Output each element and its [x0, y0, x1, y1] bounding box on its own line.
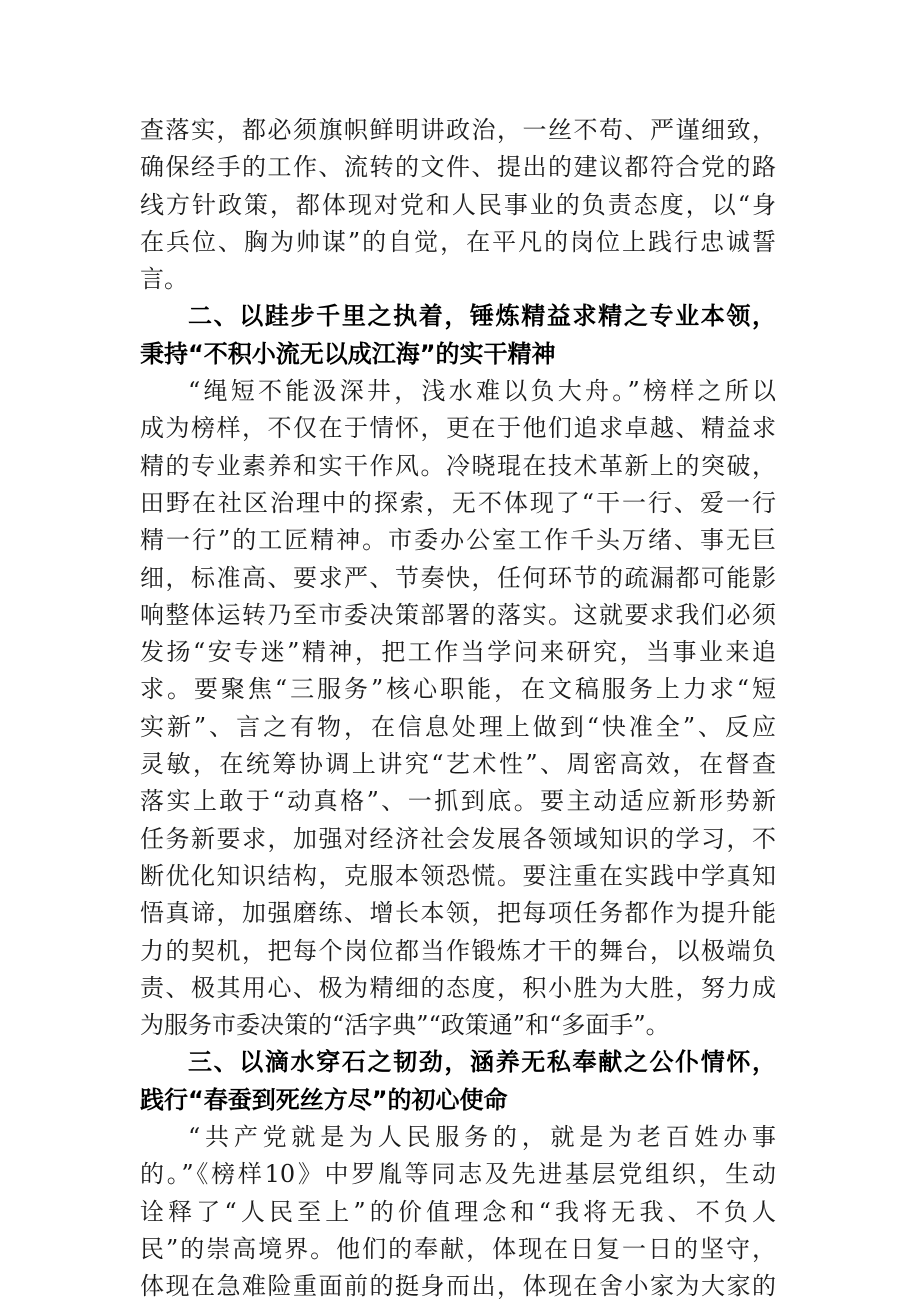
text-line: 为服务市委决策的“活字典”“政策通”和“多面手”。 — [140, 1011, 670, 1040]
text-line: 断优化知识结构，克服本领恐慌。要注重在实践中学真知 — [140, 861, 776, 890]
text-line: 任务新要求，加强对经济社会发展各领域知识的学习，不 — [140, 824, 776, 853]
text-line: 线方针政策，都体现对党和人民事业的负责态度，以“身 — [140, 190, 776, 219]
paragraph-3 — [140, 1119, 776, 1305]
text-line: 精的专业素养和实干作风。冷晓琨在技术革新上的突破， — [140, 451, 776, 480]
text-line: 在兵位、胸为帅谋”的自觉，在平凡的岗位上践行忠诚誓 — [140, 227, 776, 256]
paragraph-2 — [140, 373, 776, 1044]
text-line: 细，标准高、要求严、节奏快，任何环节的疏漏都可能影 — [140, 563, 776, 592]
text-line: 言。 — [140, 265, 188, 294]
heading-line: 秉持“不积小流无以成江海”的实干精神 — [140, 339, 556, 368]
section-heading-2 — [140, 298, 776, 373]
text-line: 实新”、言之有物，在信息处理上做到“快准全”、反应 — [140, 712, 776, 741]
heading-line: 三、以滴水穿石之韧劲，涵养无私奉献之公仆情怀， — [188, 1048, 776, 1077]
text-line: 响整体运转乃至市委决策部署的落实。这就要求我们必须 — [140, 600, 776, 629]
text-line: 田野在社区治理中的探索，无不体现了“干一行、爱一行 — [140, 488, 776, 517]
text-line: 悟真谛，加强磨练、增长本领，把每项任务都作为提升能 — [140, 899, 776, 928]
text-line: 责、极其用心、极为精细的态度，积小胜为大胜，努力成 — [140, 973, 776, 1002]
text-line: 落实上敢于“动真格”、一抓到底。要主动适应新形势新 — [140, 787, 776, 816]
text-line: 精一行”的工匠精神。市委办公室工作千头万绪、事无巨 — [140, 526, 776, 555]
text-line: 灵敏，在统筹协调上讲究“艺术性”、周密高效，在督查 — [140, 750, 776, 779]
heading-line: 二、以跬步千里之执着，锤炼精益求精之专业本领， — [188, 302, 776, 331]
text-line: 发扬“安专迷”精神，把工作当学问来研究，当事业来追 — [140, 638, 776, 667]
section-heading-3 — [140, 1044, 776, 1119]
text-line: 成为榜样，不仅在于情怀，更在于他们追求卓越、精益求 — [140, 414, 776, 443]
text-line: 民”的崇高境界。他们的奉献，体现在日复一日的坚守， — [140, 1234, 776, 1263]
text-line: 体现在急难险重面前的挺身而出，体现在舍小家为大家的 — [140, 1272, 776, 1301]
text-line: 的。”《榜样10》中罗胤等同志及先进基层党组织，生动 — [140, 1160, 776, 1189]
text-line: 诠释了“人民至上”的价值理念和“我将无我、不负人 — [140, 1197, 776, 1226]
text-line: 力的契机，把每个岗位都当作锻炼才干的舞台，以极端负 — [140, 936, 776, 965]
heading-line: 践行“春蚕到死丝方尽”的初心使命 — [140, 1085, 508, 1114]
text-line: 确保经手的工作、流转的文件、提出的建议都符合党的路 — [140, 153, 776, 182]
text-line: 查落实，都必须旗帜鲜明讲政治，一丝不苟、严谨细致， — [140, 116, 776, 144]
paragraph-1 — [140, 112, 776, 298]
text-line: 求。要聚焦“三服务”核心职能，在文稿服务上力求“短 — [140, 675, 776, 704]
text-line: “绳短不能汲深井，浅水难以负大舟。”榜样之所以 — [188, 377, 776, 406]
document-body — [140, 112, 776, 1306]
text-line: “共产党就是为人民服务的，就是为老百姓办事 — [188, 1123, 776, 1152]
